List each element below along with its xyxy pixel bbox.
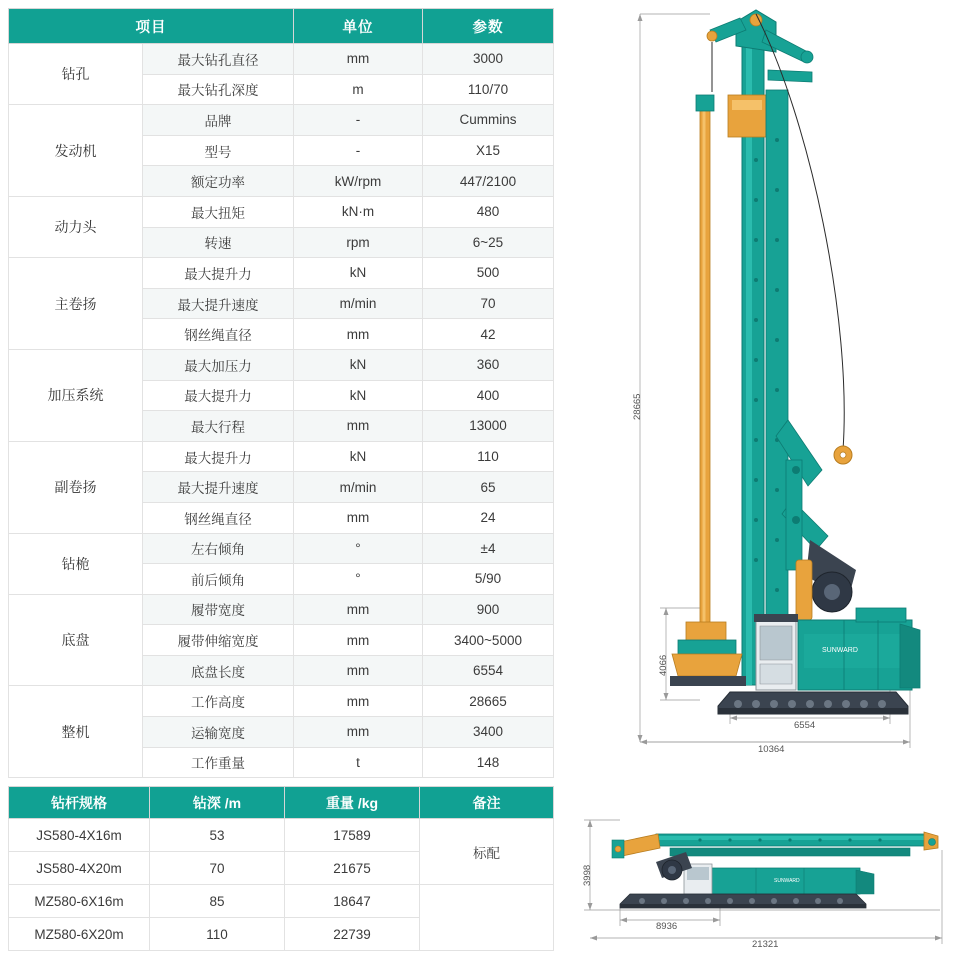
spec-value: 500 (423, 258, 554, 289)
rod-spec: JS580-4X16m (9, 819, 150, 852)
spec-unit: t (294, 747, 423, 778)
dimension-transport-track: 8936 (656, 921, 678, 932)
spec-value: 42 (423, 319, 554, 350)
folded-kelly-head (612, 834, 660, 858)
spec-unit: mm (294, 717, 423, 748)
rod-weight: 22739 (285, 918, 420, 951)
spec-unit: kN (294, 380, 423, 411)
spec-value: X15 (423, 135, 554, 166)
spec-value: 360 (423, 349, 554, 380)
table-row (9, 196, 554, 227)
spec-value: 6~25 (423, 227, 554, 258)
crawler-tracks (718, 692, 908, 714)
spec-group-label: 副卷扬 (9, 441, 143, 533)
spec-value: 447/2100 (423, 166, 554, 197)
rod-header-note: 备注 (420, 787, 554, 819)
spec-group-label: 主卷扬 (9, 258, 143, 350)
spec-value: ±4 (423, 533, 554, 564)
spec-unit: mm (294, 594, 423, 625)
rod-weight: 17589 (285, 819, 420, 852)
spec-item: 型号 (143, 135, 294, 166)
spec-item: 最大提升速度 (143, 288, 294, 319)
rod-depth: 70 (150, 852, 285, 885)
folded-mast (656, 832, 938, 856)
spec-item: 前后倾角 (143, 564, 294, 595)
side-upper-structure (710, 868, 874, 894)
spec-group-label: 发动机 (9, 105, 143, 197)
spec-group-label: 动力头 (9, 196, 143, 257)
spec-value: 65 (423, 472, 554, 503)
spec-value: 24 (423, 502, 554, 533)
table-row (9, 44, 554, 75)
spec-unit: m/min (294, 288, 423, 319)
rod-header-row (9, 787, 554, 819)
table-row (9, 105, 554, 136)
spec-table-head (9, 9, 554, 44)
upper-structure (798, 608, 920, 690)
spec-unit: mm (294, 625, 423, 656)
spec-unit: kN·m (294, 196, 423, 227)
rotary-drive-head (728, 95, 766, 137)
spec-item: 履带宽度 (143, 594, 294, 625)
spec-value: 900 (423, 594, 554, 625)
rod-header-spec: 钻杆规格 (9, 787, 150, 819)
dimension-total-height: 28665 (632, 393, 643, 420)
rope-sheave-hub (840, 452, 846, 458)
machine-brand-text: SUNWARD (822, 647, 858, 654)
spec-value: 480 (423, 196, 554, 227)
rod-header-weight: 重量 /kg (285, 787, 420, 819)
spec-unit: mm (294, 686, 423, 717)
spec-group-label: 整机 (9, 686, 143, 778)
spec-header-item: 项目 (9, 9, 294, 44)
rod-depth: 53 (150, 819, 285, 852)
mast-guide-frame (766, 90, 788, 650)
table-row (9, 349, 554, 380)
spec-item: 最大提升速度 (143, 472, 294, 503)
spec-value: 70 (423, 288, 554, 319)
spec-value: 400 (423, 380, 554, 411)
specification-table (8, 8, 554, 778)
spec-item: 履带伸缩宽度 (143, 625, 294, 656)
spec-unit: ° (294, 564, 423, 595)
spec-unit: - (294, 105, 423, 136)
spec-item: 钢丝绳直径 (143, 319, 294, 350)
machinery-detail (796, 540, 856, 620)
rod-table-body (9, 819, 554, 951)
rod-header-depth: 钻深 /m (150, 787, 285, 819)
spec-item: 左右倾角 (143, 533, 294, 564)
rod-note: 标配 (420, 819, 554, 885)
spec-item: 工作重量 (143, 747, 294, 778)
rod-weight: 18647 (285, 885, 420, 918)
spec-item: 品牌 (143, 105, 294, 136)
drilling-rig-working-view-svg (560, 0, 960, 770)
spec-item: 最大扭矩 (143, 196, 294, 227)
spec-item: 最大加压力 (143, 349, 294, 380)
spec-unit: mm (294, 44, 423, 75)
dimension-lower-height: 4066 (658, 654, 669, 676)
rod-spec: MZ580-6X20m (9, 918, 150, 951)
rod-note (420, 885, 554, 951)
spec-unit: mm (294, 655, 423, 686)
spec-item: 最大钻孔深度 (143, 74, 294, 105)
dimension-track-length: 6554 (794, 720, 816, 731)
table-row (9, 258, 554, 289)
spec-unit: m (294, 74, 423, 105)
rod-spec: MZ580-6X16m (9, 885, 150, 918)
spec-group-label: 加压系统 (9, 349, 143, 441)
spec-unit: - (294, 135, 423, 166)
spec-item: 工作高度 (143, 686, 294, 717)
kelly-bar (696, 95, 714, 625)
drill-rod-table-container (8, 786, 553, 951)
spec-unit: m/min (294, 472, 423, 503)
drawings-container (560, 0, 960, 952)
spec-item: 最大提升力 (143, 380, 294, 411)
dimension-overall-length: 10364 (758, 744, 785, 755)
spec-item: 最大钻孔直径 (143, 44, 294, 75)
spec-unit: rpm (294, 227, 423, 258)
spec-header-value: 参数 (423, 9, 554, 44)
spec-table-container (8, 8, 553, 778)
spec-unit: kN (294, 349, 423, 380)
drilling-rig-transport-view-svg (560, 790, 960, 950)
side-crawler-track (620, 894, 866, 908)
dimension-transport-overall: 21321 (752, 939, 779, 950)
spec-value: 13000 (423, 411, 554, 442)
machine-brand-text-side: SUNWARD (774, 878, 800, 884)
spec-unit: mm (294, 411, 423, 442)
spec-item: 最大提升力 (143, 441, 294, 472)
spec-value: 5/90 (423, 564, 554, 595)
spec-item: 额定功率 (143, 166, 294, 197)
spec-item: 最大行程 (143, 411, 294, 442)
spec-value: Cummins (423, 105, 554, 136)
spec-unit: kN (294, 258, 423, 289)
spec-header-unit: 单位 (294, 9, 423, 44)
spec-item: 底盘长度 (143, 655, 294, 686)
spec-value: 6554 (423, 655, 554, 686)
spec-value: 110 (423, 441, 554, 472)
spec-item: 钢丝绳直径 (143, 502, 294, 533)
spec-unit: kN (294, 441, 423, 472)
transport-machine-drawing (560, 790, 960, 950)
main-machine-drawing (560, 0, 960, 770)
spec-unit: kW/rpm (294, 166, 423, 197)
spec-group-label: 钻孔 (9, 44, 143, 105)
table-row (9, 885, 554, 918)
table-row (9, 594, 554, 625)
spec-group-label: 钻桅 (9, 533, 143, 594)
spec-value: 110/70 (423, 74, 554, 105)
dimension-transport-height: 3998 (582, 864, 593, 886)
spec-unit: ° (294, 533, 423, 564)
table-row (9, 819, 554, 852)
spec-unit: mm (294, 502, 423, 533)
table-row (9, 441, 554, 472)
drill-rod-table (8, 786, 554, 951)
rod-table-head (9, 787, 554, 819)
rod-depth: 110 (150, 918, 285, 951)
rod-weight: 21675 (285, 852, 420, 885)
spec-value: 148 (423, 747, 554, 778)
spec-item: 最大提升力 (143, 258, 294, 289)
spec-item: 运输宽度 (143, 717, 294, 748)
spec-value: 28665 (423, 686, 554, 717)
mast-foot (670, 622, 746, 686)
spec-value: 3400 (423, 717, 554, 748)
spec-value: 3400~5000 (423, 625, 554, 656)
spec-table-body (9, 44, 554, 778)
rod-spec: JS580-4X20m (9, 852, 150, 885)
operator-cab (754, 614, 798, 690)
rod-depth: 85 (150, 885, 285, 918)
spec-unit: mm (294, 319, 423, 350)
spec-value: 3000 (423, 44, 554, 75)
spec-header-row (9, 9, 554, 44)
spec-item: 转速 (143, 227, 294, 258)
table-row (9, 533, 554, 564)
spec-group-label: 底盘 (9, 594, 143, 686)
table-row (9, 686, 554, 717)
